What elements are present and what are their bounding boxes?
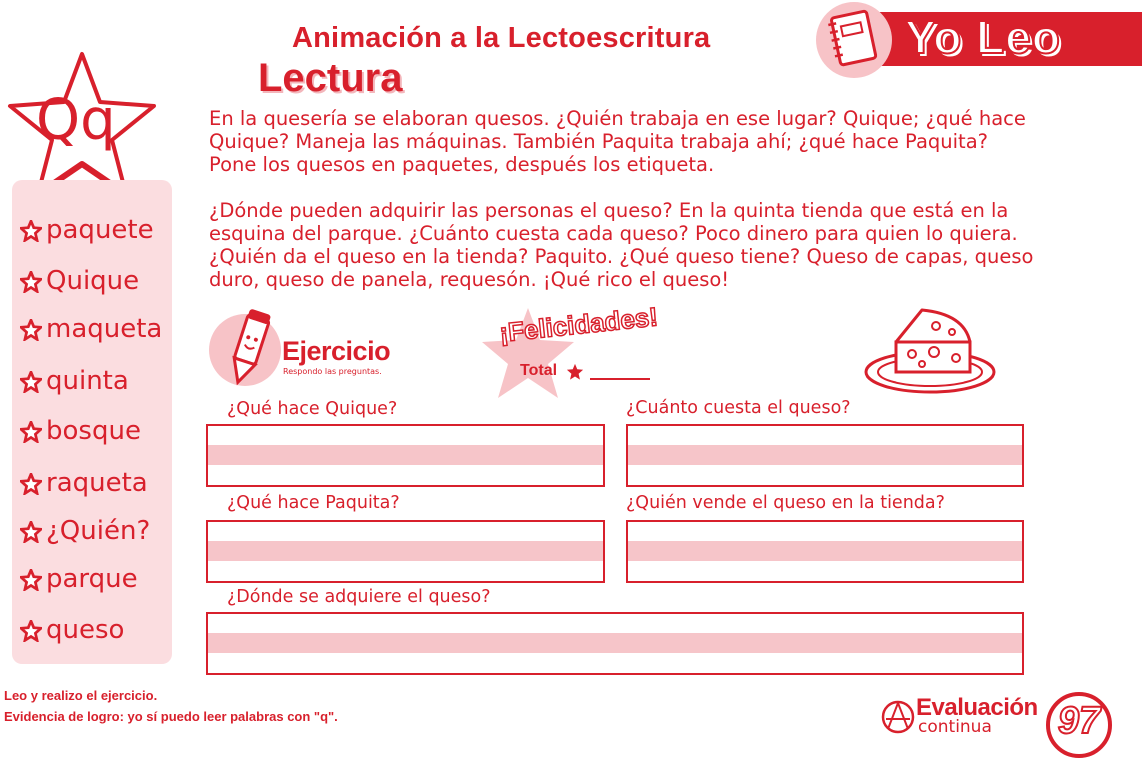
star-bullet-icon <box>20 271 42 293</box>
footer-instruction: Leo y realizo el ejercicio. <box>4 688 158 703</box>
star-bullet-icon <box>20 421 42 443</box>
question-5: ¿Dónde se adquiere el queso? <box>227 587 491 607</box>
word-item <box>20 366 129 396</box>
star-bullet-icon <box>20 521 42 543</box>
word-item <box>20 266 139 296</box>
question-3: ¿Qué hace Paquita? <box>227 493 400 513</box>
word-item <box>20 416 141 446</box>
word-label: parque <box>46 564 138 594</box>
pencil-icon <box>222 308 276 388</box>
cheese-icon <box>864 304 1002 396</box>
word-label: queso <box>46 615 125 645</box>
total-label: Total <box>520 362 558 379</box>
reading-paragraph-2: ¿Dónde pueden adquirir las personas el queso? En la quinta tienda que está en la esquina del parque. ¿Cuánto cuesta cada queso? Poco dinero para quien lo quiera. ¿Quién da el queso en la tienda? Paquito. ¿Qué queso tiene? Queso de capas, queso duro, queso de panela, requesón. ¡Qué rico el queso! <box>209 199 1034 291</box>
letter-label: Qq <box>36 88 116 153</box>
page-number: 97 <box>1057 700 1101 742</box>
evaluation-subtitle: continua <box>918 717 992 737</box>
answer-box-2[interactable] <box>626 424 1024 487</box>
star-bullet-icon <box>20 473 42 495</box>
star-bullet-icon <box>20 220 42 242</box>
notebook-icon <box>814 0 894 80</box>
question-2: ¿Cuánto cuesta el queso? <box>626 398 851 418</box>
word-label: Quique <box>46 266 140 296</box>
answer-box-5[interactable] <box>206 612 1024 675</box>
question-1: ¿Qué hace Quique? <box>227 399 398 419</box>
brand-logo-text: Yo Leo <box>905 11 1061 63</box>
word-label: maqueta <box>46 314 163 344</box>
star-bullet-icon <box>20 371 42 393</box>
word-item <box>20 314 162 344</box>
exercise-title: Ejercicio <box>282 336 391 366</box>
word-item <box>20 468 148 498</box>
exercise-subtitle: Respondo las preguntas. <box>283 367 382 376</box>
question-4: ¿Quién vende el queso en la tienda? <box>626 493 945 513</box>
word-label: bosque <box>46 416 141 446</box>
total-blank[interactable] <box>590 378 650 380</box>
word-label: raqueta <box>46 468 148 498</box>
reading-paragraph-1: En la quesería se elaboran quesos. ¿Quién trabaja en ese lugar? Quique; ¿qué hace Quique? Maneja las máquinas. También Paquita trabaja ahí; ¿qué hace Paquita? Pone los quesos en paquetes, después los etiqueta. <box>209 107 1026 176</box>
section-title: Lectura <box>258 56 403 100</box>
answer-box-1[interactable] <box>206 424 605 487</box>
word-item <box>20 564 138 594</box>
footer-evidence: Evidencia de logro: yo sí puedo leer palabras con "q". <box>4 709 338 724</box>
congrats-label: ¡Felicidades! <box>498 301 660 348</box>
word-label: quinta <box>46 366 129 396</box>
answer-box-3[interactable] <box>206 520 605 583</box>
header-title: Animación a la Lectoescritura <box>292 22 711 54</box>
star-bullet-icon <box>20 569 42 591</box>
word-item <box>20 516 150 546</box>
word-item <box>20 615 124 645</box>
evaluation-icon <box>880 699 916 735</box>
answer-box-4[interactable] <box>626 520 1024 583</box>
word-label: ¿Quién? <box>46 516 151 546</box>
star-bullet-icon <box>20 620 42 642</box>
evaluation-title: Evaluación <box>916 694 1038 721</box>
star-bullet-icon <box>20 319 42 341</box>
word-item <box>20 215 154 245</box>
word-label: paquete <box>46 215 154 245</box>
star-icon <box>566 363 584 381</box>
